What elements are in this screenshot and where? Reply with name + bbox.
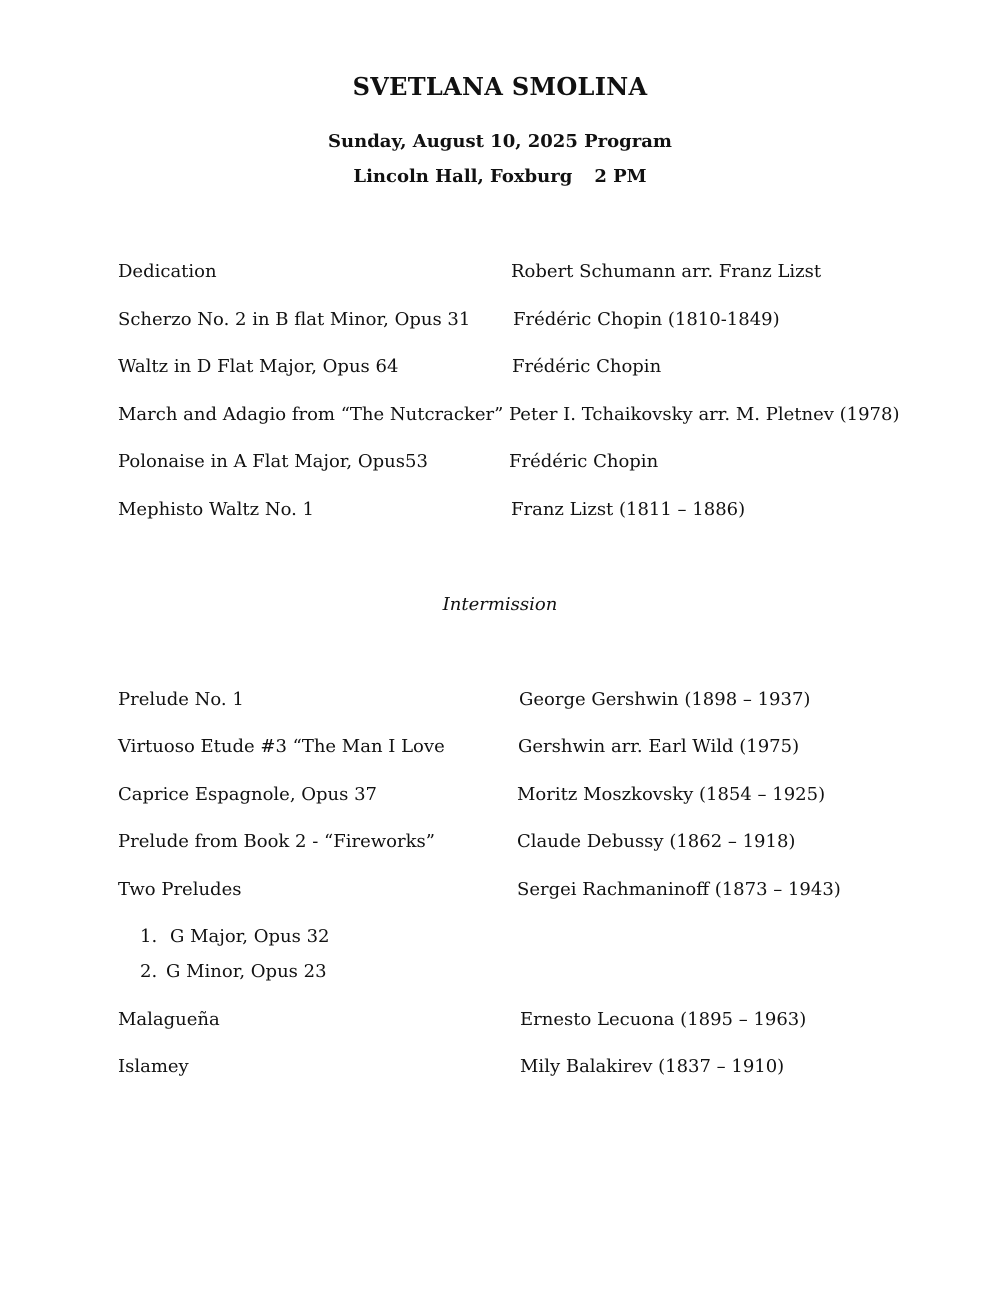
composer: Frédéric Chopin xyxy=(509,451,659,472)
piece-title: Caprice Espagnole, Opus 37 xyxy=(118,784,378,805)
program-row xyxy=(0,689,1000,715)
intermission-label: Intermission xyxy=(442,594,558,615)
composer: George Gershwin (1898 – 1937) xyxy=(519,689,811,710)
prelude-list-item xyxy=(140,961,327,982)
composer: Frédéric Chopin xyxy=(512,356,662,377)
list-number: 1. xyxy=(140,926,158,947)
venue: Lincoln Hall, Foxburg xyxy=(353,166,573,187)
list-text: G Minor, Opus 23 xyxy=(166,961,327,982)
program-row xyxy=(0,404,1000,430)
program-row xyxy=(0,831,1000,857)
composer: Frédéric Chopin (1810-1849) xyxy=(513,309,780,330)
performer-title: SVETLANA SMOLINA xyxy=(352,72,648,101)
piece-title: Polonaise in A Flat Major, Opus53 xyxy=(118,451,428,472)
composer: Ernesto Lecuona (1895 – 1963) xyxy=(520,1009,807,1030)
composer: Peter I. Tchaikovsky arr. M. Pletnev (1978) xyxy=(509,404,900,425)
list-number: 2. xyxy=(140,961,158,982)
date-line: Sunday, August 10, 2025 Program xyxy=(328,131,672,152)
piece-title: Prelude No. 1 xyxy=(118,689,244,710)
program-row xyxy=(0,1056,1000,1082)
program-row xyxy=(0,451,1000,477)
composer: Claude Debussy (1862 – 1918) xyxy=(517,831,796,852)
program-row xyxy=(0,356,1000,382)
piece-title: Dedication xyxy=(118,261,217,282)
piece-title: March and Adagio from “The Nutcracker” xyxy=(118,404,504,425)
piece-title: Prelude from Book 2 - “Fireworks” xyxy=(118,831,435,852)
list-text: G Major, Opus 32 xyxy=(170,926,330,947)
program-row xyxy=(0,261,1000,287)
program-row xyxy=(0,736,1000,762)
program-row xyxy=(0,1009,1000,1035)
composer: Sergei Rachmaninoff (1873 – 1943) xyxy=(517,879,841,900)
composer: Moritz Moszkovsky (1854 – 1925) xyxy=(517,784,826,805)
composer: Robert Schumann arr. Franz Lizst xyxy=(511,261,822,282)
program-row xyxy=(0,309,1000,335)
piece-title: Mephisto Waltz No. 1 xyxy=(118,499,315,520)
piece-title: Islamey xyxy=(118,1056,189,1077)
composer: Franz Lizst (1811 – 1886) xyxy=(511,499,746,520)
piece-title: Waltz in D Flat Major, Opus 64 xyxy=(118,356,399,377)
prelude-list-item xyxy=(140,926,330,947)
program-row xyxy=(0,499,1000,525)
venue-line xyxy=(0,166,1000,187)
composer: Gershwin arr. Earl Wild (1975) xyxy=(518,736,800,757)
time: 2 PM xyxy=(594,166,647,187)
program-row xyxy=(0,879,1000,905)
piece-title: Two Preludes xyxy=(118,879,242,900)
composer: Mily Balakirev (1837 – 1910) xyxy=(520,1056,785,1077)
piece-title: Malagueña xyxy=(118,1009,220,1030)
piece-title: Virtuoso Etude #3 “The Man I Love xyxy=(118,736,445,757)
program-row xyxy=(0,784,1000,810)
piece-title: Scherzo No. 2 in B flat Minor, Opus 31 xyxy=(118,309,471,330)
